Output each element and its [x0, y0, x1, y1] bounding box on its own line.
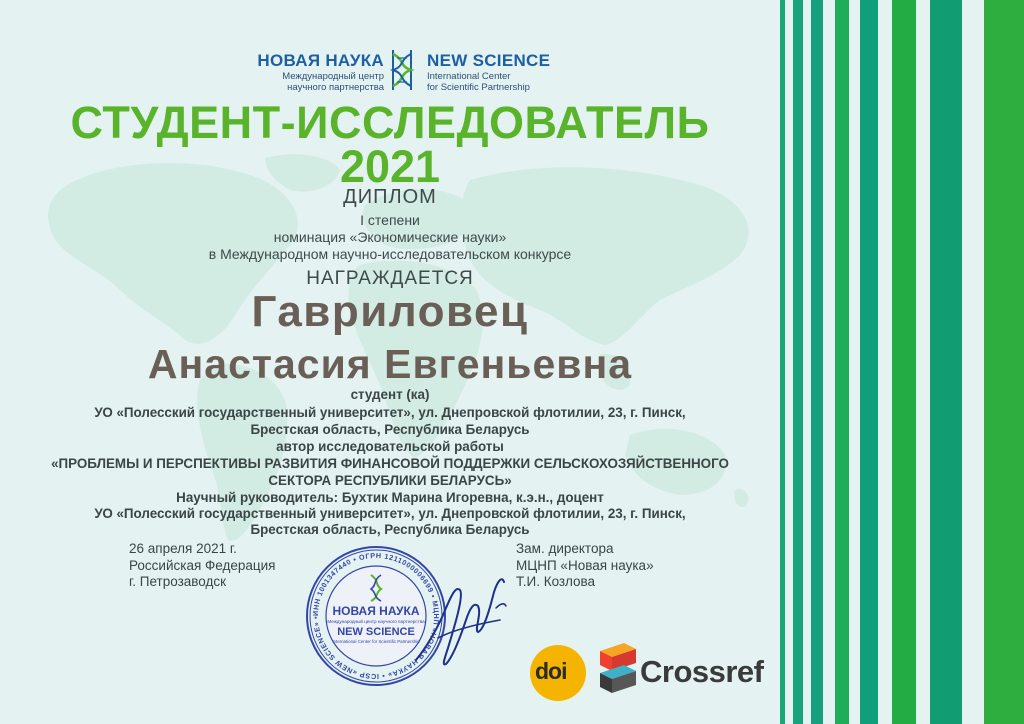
recipient-role: студент (ка)	[350, 387, 430, 402]
stamp-center-en: NEW SCIENCE	[337, 626, 415, 638]
issue-info	[129, 541, 275, 591]
stamp-center-en-sub: International Center for Scientific Partnership	[332, 639, 420, 644]
nomination: номинация «Экономические науки»	[273, 229, 507, 245]
contest-title: СТУДЕНТ-ИССЛЕДОВАТЕЛЬ	[70, 97, 710, 148]
logo-en-subtitle	[427, 71, 530, 93]
logo-en-sub-line1: International Center	[427, 71, 511, 82]
stamp-center-ru: НОВАЯ НАУКА	[332, 604, 420, 618]
doi-text: doi	[535, 658, 567, 684]
recipient-surname: Гавриловец	[251, 287, 529, 336]
supervisor-university-line1: УО «Полесский государственный университет», ул. Днепровской флотилии, 23, г. Пинск,	[94, 506, 686, 521]
signer-position: Зам. директора	[516, 541, 614, 556]
diploma-degree: I степени	[360, 212, 420, 228]
signer-info	[516, 541, 654, 591]
contest-year: 2021	[339, 141, 441, 192]
logo-en-sub-line2: for Scientific Partnership	[427, 82, 530, 93]
logo-ru-name: НОВАЯ НАУКА	[257, 51, 384, 70]
stamp-ring-text: ИНН 1001347440 • ОГРН 1211000006699 • МЦНП «НОВАЯ НАУКА» • ICSP «NEW SCIENCE» •	[310, 550, 442, 682]
logo-ru-sub-line2: научного партнерства	[287, 82, 384, 93]
dna-logo-icon	[385, 48, 419, 92]
signer-name: Т.И. Козлова	[516, 574, 596, 589]
logo-ru-subtitle	[282, 71, 384, 93]
crossref-text: Crossref	[640, 654, 764, 689]
supervisor-university-line2: Брестская область, Республика Беларусь	[250, 522, 530, 537]
crossref-logo-icon	[596, 641, 640, 697]
decorative-stripes	[778, 0, 1024, 724]
contest-description: в Международном научно-исследовательском конкурсе	[208, 246, 572, 262]
signer-organization: МЦНП «Новая наука»	[516, 557, 654, 573]
doi-logo	[530, 645, 586, 701]
diploma-label: ДИПЛОМ	[343, 186, 437, 208]
stamp-center-ru-sub: Международный центр научного партнерства	[327, 619, 425, 624]
awarded-label: НАГРАЖДАЕТСЯ	[306, 268, 474, 289]
recipient-university-line2: Брестская область, Республика Беларусь	[250, 422, 530, 437]
author-label: автор исследовательской работы	[276, 439, 504, 454]
recipient-university-line1: УО «Полесский государственный университет», ул. Днепровской флотилии, 23, г. Пинск,	[94, 405, 686, 420]
issue-country: Российская Федерация	[129, 557, 276, 573]
new-science-logo	[228, 48, 568, 94]
logo-ru-sub-line1: Международный центр	[282, 71, 384, 82]
handwritten-signature	[408, 568, 508, 673]
work-topic-line1: «ПРОБЛЕМЫ И ПЕРСПЕКТИВЫ РАЗВИТИЯ ФИНАНСОВОЙ ПОДДЕРЖКИ СЕЛЬСКОХОЗЯЙСТВЕННОГО	[51, 456, 729, 471]
work-topic-line2: СЕКТОРА РЕСПУБЛИКИ БЕЛАРУСЬ»	[268, 473, 512, 488]
supervisor: Научный руководитель: Бухтик Марина Игоревна, к.э.н., доцент	[176, 490, 604, 505]
recipient-given-names: Анастасия Евгеньевна	[147, 341, 633, 387]
issue-date: 26 апреля 2021 г.	[129, 541, 237, 556]
logo-en-name: NEW SCIENCE	[427, 51, 551, 70]
issue-city: г. Петрозаводск	[129, 574, 227, 589]
